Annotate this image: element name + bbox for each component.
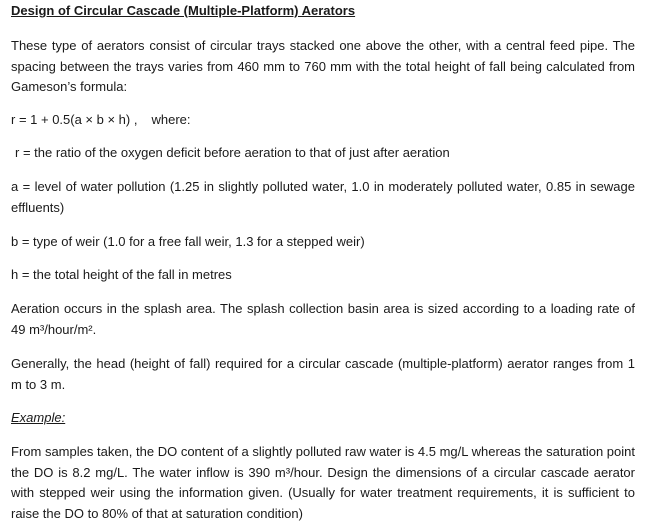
formula-where: where: xyxy=(151,112,191,127)
example-paragraph: From samples taken, the DO content of a slightly polluted raw water is 4.5 mg/L whereas the saturation point the DO is 8.2 mg/L. The water inflow is 390 m³/hour. Design the dimensions of a circular cascade aerator with stepped weir using the information given. (Usually for water treatment requirements, it is sufficient to raise the DO to 80% of that at saturation condition) xyxy=(11,444,635,521)
example-heading xyxy=(11,408,635,429)
definition-h: h = the total height of the fall in metres xyxy=(11,267,232,282)
intro-paragraph: These type of aerators consist of circular trays stacked one above the other, with a central feed pipe. The spacing between the trays varies from 460 mm to 760 mm with the total height of fall being calculated from Gameson’s formula: xyxy=(11,38,635,94)
head-paragraph: Generally, the head (height of fall) required for a circular cascade (multiple-platform) aerator ranges from 1 m to 3 m. xyxy=(11,356,635,392)
definition-b: b = type of weir (1.0 for a free fall weir, 1.3 for a stepped weir) xyxy=(11,234,365,249)
definition-r: r = the ratio of the oxygen deficit before aeration to that of just after aeration xyxy=(15,145,450,160)
document-title: Design of Circular Cascade (Multiple-Platform) Aerators xyxy=(11,3,356,18)
example-label: Example: xyxy=(11,410,66,425)
formula-line xyxy=(11,110,635,131)
gameson-formula: r = 1 + 0.5(a × b × h) , xyxy=(11,112,138,127)
definition-a: a = level of water pollution (1.25 in slightly polluted water, 1.0 in moderately polluted water, 0.85 in sewage effluents) xyxy=(11,179,635,215)
aeration-paragraph: Aeration occurs in the splash area. The splash collection basin area is sized according to a loading rate of 49 m³/hour/m². xyxy=(11,301,635,337)
